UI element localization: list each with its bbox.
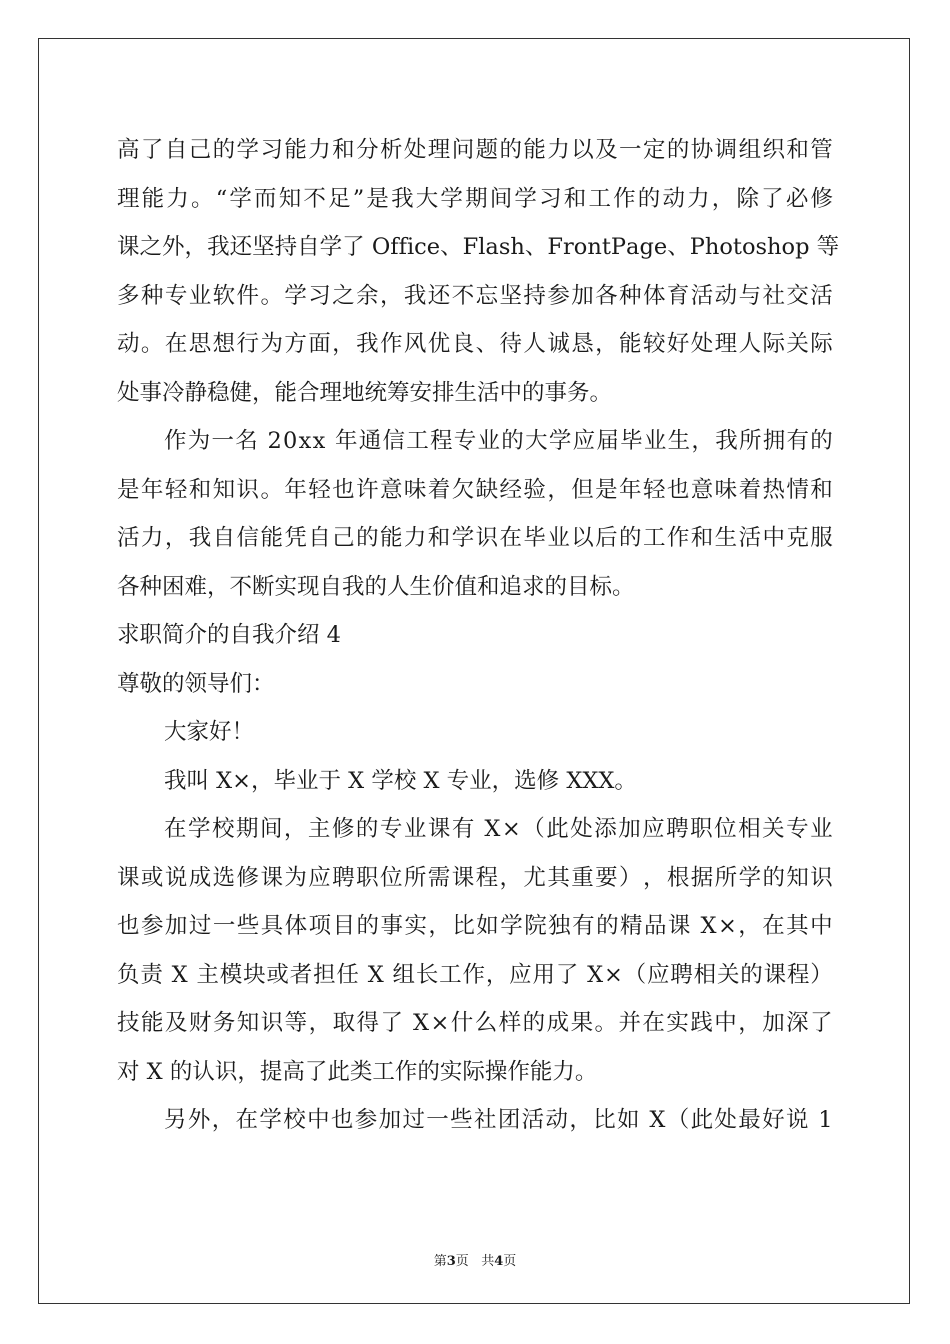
text-line: 处事冷静稳健，能合理地统筹安排生活中的事务。 <box>117 379 613 406</box>
text-line: 技 能 及 财 务 知 识 等 ， 取 得 了 X × 什 么 样 的 成 果 。 并 在 实 践 中 ， 加 深 了 <box>117 1010 833 1036</box>
document-body <box>117 126 840 1145</box>
text-line: 也 参 加 过 一 些 具 体 项 目 的 事 实 ， 比 如 学 院 独 有 的 精 品 课 X × ， 在 其 中 <box>117 913 833 939</box>
text-line: 是 年 轻 和 知 识 。 年 轻 也 许 意 味 着 欠 缺 经 验 ， 但 是 年 轻 也 意 味 着 热 情 和 <box>117 476 833 503</box>
text-line: 对 X 的认识，提高了此类工作的实际操作能力。 <box>117 1058 598 1085</box>
text-line: 活 力 ， 我 自 信 能 凭 自 己 的 能 力 和 学 识 在 毕 业 以 后 的 工 作 和 生 活 中 克 服 <box>117 525 833 551</box>
text-line: 负 责 X 主 模 块 或 者 担 任 X 组 长 工 作 ， 应 用 了 X × （ 应 聘 相 关 的 课 程 ） <box>117 961 833 988</box>
total-prefix: 共 <box>481 1254 495 1269</box>
total-pages-number: 4 <box>494 1254 504 1269</box>
text-line: 尊敬的领导们： <box>117 670 275 697</box>
text-line: 多 种 专 业 软 件 。 学 习 之 余 ， 我 还 不 忘 坚 持 参 加 各 种 体 育 活 动 与 社 交 活 <box>117 282 833 309</box>
total-suffix: 页 <box>503 1254 517 1269</box>
text-line: 课 或 说 成 选 修 课 为 应 聘 职 位 所 需 课 程 ， 尤 其 重 要 ） ， 根 据 所 学 的 知 识 <box>117 864 833 891</box>
text-line: 我叫 X×，毕业于 X 学校 X 专业，选修 XXX。 <box>164 767 637 794</box>
text-line: 各种困难，不断实现自我的人生价值和追求的目标。 <box>117 573 635 600</box>
current-page-number: 3 <box>446 1254 456 1269</box>
text-line: 求职简介的自我介绍 4 <box>117 622 341 648</box>
text-line: 大家好！ <box>164 719 255 745</box>
text-line: 动 。 在 思 想 行 为 方 面 ， 我 作 风 优 良 、 待 人 诚 恳 ， 能 较 好 处 理 人 际 关 际 <box>117 331 833 357</box>
text-line: 另 外 ， 在 学 校 中 也 参 加 过 一 些 社 团 活 动 ， 比 如 X （ 此 处 最 好 说 1 <box>164 1107 833 1133</box>
text-line: 理 能 力 。 “ 学 而 知 不 足 ” 是 我 大 学 期 间 学 习 和 工 作 的 动 力 ， 除 了 必 修 <box>117 185 833 212</box>
text-line: 作 为 一 名 2 0 x x 年 通 信 工 程 专 业 的 大 学 应 届 毕 业 生 ， 我 所 拥 有 的 <box>164 428 833 454</box>
text-line: 课 之 外 ， 我 还 坚 持 自 学 了 O f f i c e 、 F l a s h 、 F r o n t P a g e 、 P h o t o s h o p 等 <box>117 234 840 260</box>
page-footer <box>0 1250 950 1269</box>
text-line: 在 学 校 期 间 ， 主 修 的 专 业 课 有 X × （ 此 处 添 加 应 聘 职 位 相 关 专 业 <box>164 816 833 842</box>
text-line: 高 了 自 己 的 学 习 能 力 和 分 析 处 理 问 题 的 能 力 以 及 一 定 的 协 调 组 织 和 管 <box>117 137 833 163</box>
page-suffix: 页 <box>455 1254 469 1269</box>
page-prefix: 第 <box>433 1254 447 1269</box>
